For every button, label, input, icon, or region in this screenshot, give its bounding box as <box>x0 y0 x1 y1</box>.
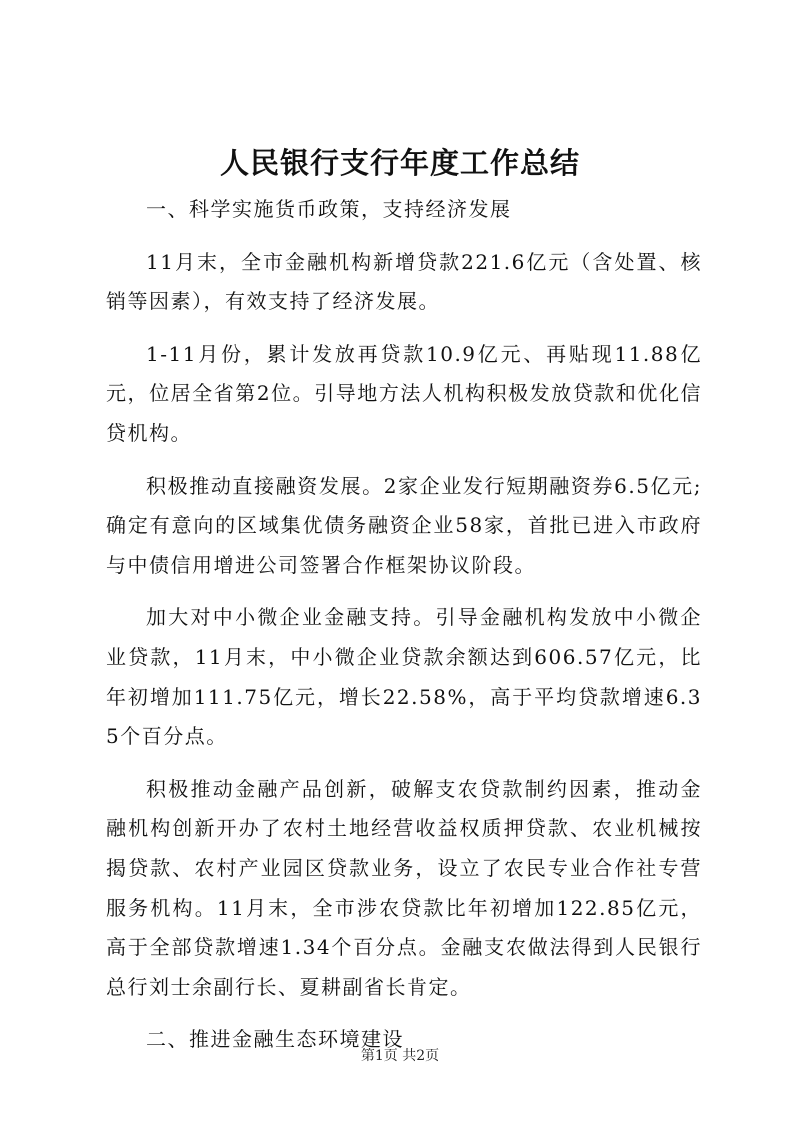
document-body <box>106 190 702 1060</box>
paragraph-product-innovation: 积极推动金融产品创新，破解支农贷款制约因素，推动金融机构创新开办了农村土地经营收益权质押贷款、农业机械按揭贷款、农村产业园区贷款业务，设立了农民专业合作社专营服务机构。11月末，全市涉农贷款比年初增加122.85亿元，高于全部贷款增速1.34个百分点。金融支农做法得到人民银行总行刘士余副行长、夏耕副省长肯定。 <box>106 776 702 999</box>
paragraph-loans: 11月末，全市金融机构新增贷款221.6亿元（含处置、核销等因素），有效支持了经济发展。 <box>106 249 702 314</box>
paragraph-sme-support: 加大对中小微企业金融支持。引导金融机构发放中小微企业贷款，11月末，中小微企业贷款余额达到606.57亿元，比年初增加111.75亿元，增长22.58%，高于平均贷款增速6.35个百分点。 <box>106 605 702 749</box>
section-heading-2: 二、推进金融生态环境建设 <box>146 1027 404 1052</box>
section-heading-1: 一、科学实施货币政策，支持经济发展 <box>146 197 512 221</box>
paragraph-direct-financing: 积极推动直接融资发展。2家企业发行短期融资券6.5亿元;确定有意向的区域集优债务融资企业58家，首批已进入市政府与中债信用增进公司签署合作框架协议阶段。 <box>106 473 702 577</box>
page-number: 第1页 共2页 <box>360 1048 440 1064</box>
paragraph-rediscount: 1-11月份，累计发放再贷款10.9亿元、再贴现11.88亿元，位居全省第2位。引导地方法人机构积极发放贷款和优化信贷机构。 <box>106 341 702 445</box>
document-title: 人民银行支行年度工作总结 <box>219 146 580 180</box>
